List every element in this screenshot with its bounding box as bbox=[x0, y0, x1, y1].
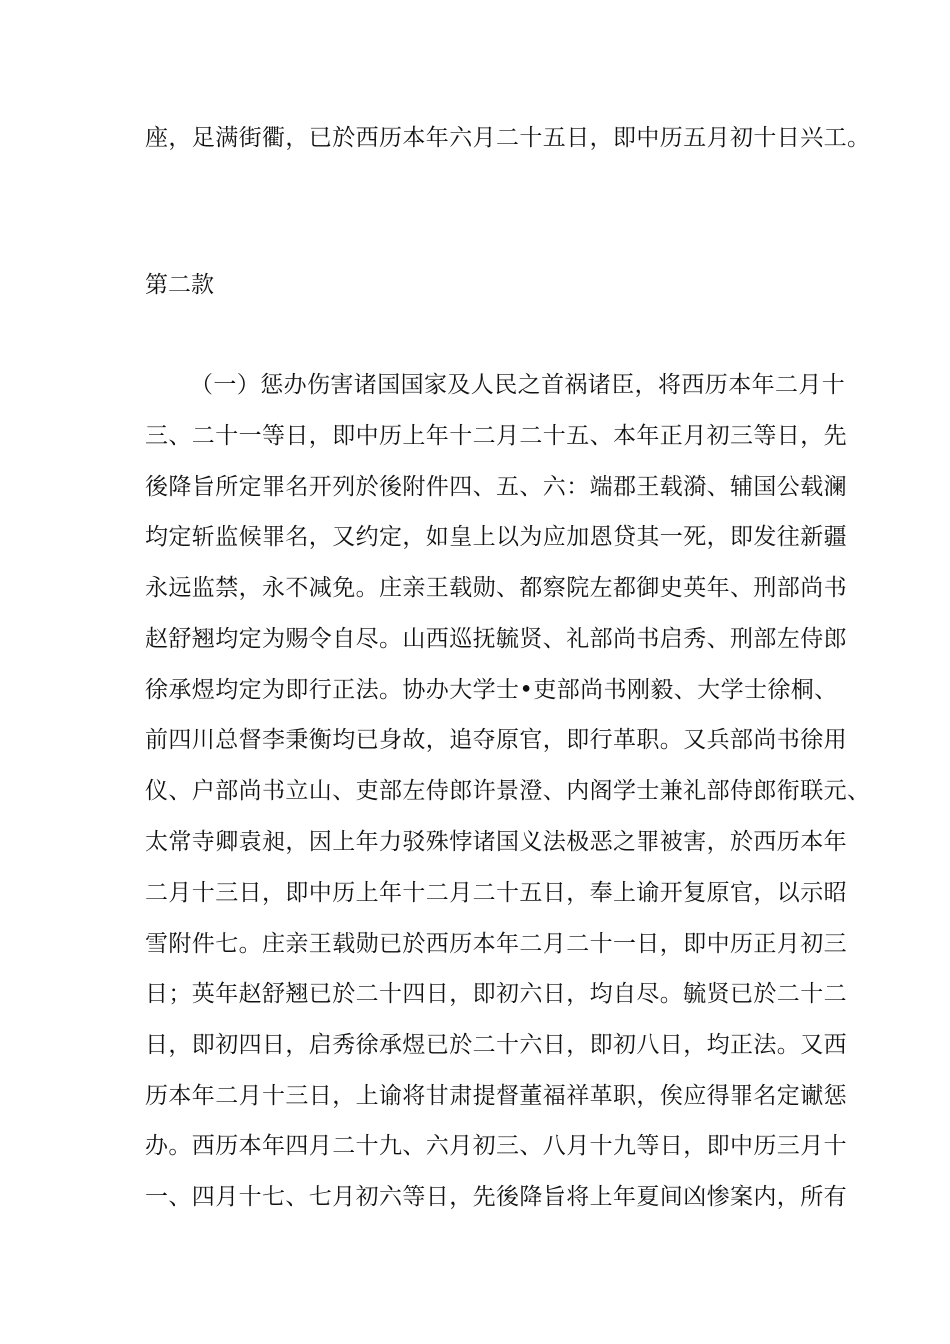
paragraph-line: 雪附件七。庄亲王载勋已於西历本年二月二十一日，即中历正月初三 bbox=[145, 931, 847, 957]
paragraph-line: 办。西历本年四月二十九、六月初三、八月十九等日，即中历三月十 bbox=[145, 1133, 847, 1159]
paragraph-line: 赵舒翘均定为赐令自尽。山西巡抚毓贤、礼部尚书启秀、刑部左侍郎 bbox=[145, 626, 847, 652]
paragraph-line: 二月十三日，即中历上年十二月二十五日，奉上谕开复原官，以示昭 bbox=[145, 880, 847, 906]
paragraph-line: 均定斩监候罪名，又约定，如皇上以为应加恩贷其一死，即发往新疆 bbox=[145, 524, 847, 550]
paragraph-line: 仪、户部尚书立山、吏部左侍郎许景澄、内阁学士兼礼部侍郎衔联元、 bbox=[145, 778, 871, 804]
paragraph-line: 太常寺卿袁昶，因上年力驳殊悖诸国义法极恶之罪被害，於西历本年 bbox=[145, 829, 847, 855]
paragraph-line: 日，即初四日，启秀徐承煜已於二十六日，即初八日，均正法。又西 bbox=[145, 1032, 847, 1058]
paragraph-line: 日；英年赵舒翘已於二十四日，即初六日，均自尽。毓贤已於二十二 bbox=[145, 981, 847, 1007]
section-heading: 第二款 bbox=[145, 272, 214, 298]
paragraph-line: 後降旨所定罪名开列於後附件四、五、六：端郡王载漪、辅国公载澜 bbox=[145, 474, 847, 500]
continuation-text-line: 座，足满街衢，已於西历本年六月二十五日，即中历五月初十日兴工。 bbox=[145, 125, 871, 151]
paragraph-line: 三、二十一等日，即中历上年十二月二十五、本年正月初三等日，先 bbox=[145, 423, 847, 449]
paragraph-line: 历本年二月十三日，上谕将甘肃提督董福祥革职，俟应得罪名定谳惩 bbox=[145, 1083, 847, 1109]
paragraph-line: 前四川总督李秉衡均已身故，追夺原官，即行革职。又兵部尚书徐用 bbox=[145, 727, 847, 753]
paragraph-line: 徐承煜均定为即行正法。协办大学士•吏部尚书刚毅、大学士徐桐、 bbox=[145, 677, 838, 703]
paragraph-line: 一、四月十七、七月初六等日，先後降旨将上年夏间凶惨案内，所有 bbox=[145, 1184, 847, 1210]
paragraph-line: （一）惩办伤害诸国国家及人民之首祸诸臣，将西历本年二月十 bbox=[190, 372, 846, 398]
paragraph-line: 永远监禁，永不减免。庄亲王载勋、都察院左都御史英年、刑部尚书 bbox=[145, 575, 847, 601]
